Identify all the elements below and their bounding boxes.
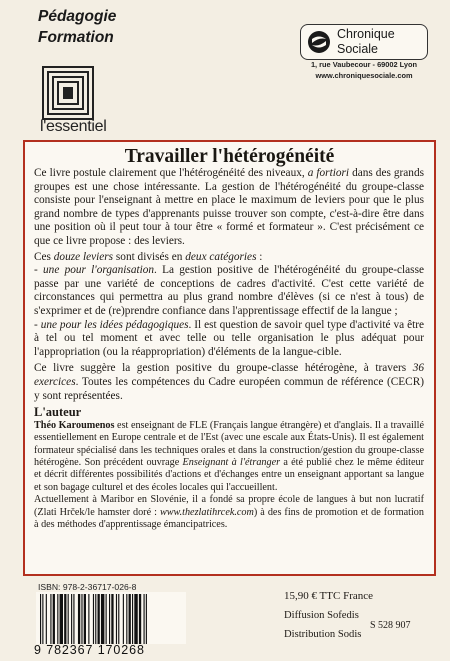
price: 15,90 € TTC France [284, 590, 374, 602]
author-name: Théo Karoumenos [34, 419, 115, 431]
publisher-contact [284, 59, 444, 81]
author-bio [34, 420, 424, 532]
publisher-name-line1: Chronique [337, 27, 395, 41]
bullet-dash: - [34, 318, 41, 331]
text-run: . Il est question de savoir quel type d'activité va être à tel ou tel moment et avec telle ou telle organisation le plus adéquat pour l'appropriation (ou la réappropriation) d'éléments de la langue-cible. [34, 318, 424, 358]
distribution-code: S 528 907 [370, 620, 411, 631]
text-run: Ces [34, 250, 54, 263]
bullet-pedagogical-ideas [34, 319, 424, 360]
text-run-italic: a fortiori [307, 167, 350, 179]
bullet-organisation [34, 264, 424, 318]
text-run: . La gestion positive de l'hétérogénéité du groupe-classe passe par une variété de conceptions de cadres d'activité. C'est cette variété de circonstances qui permettra au plus grand nombre d'élèves (si ce n'est à tous) de s'exprimer et de (re)prendre confiance dans l'apprentissage effectif de la langue ; [34, 264, 424, 317]
text-run-italic: deux catégories [185, 250, 257, 263]
distributor-distribution: Distribution Sodis [284, 629, 362, 640]
collection-name: l'essentiel [40, 118, 107, 135]
text-run-italic: douze leviers [53, 250, 114, 263]
barcode-digits: 9 782367 170268 [34, 643, 145, 657]
previous-book-title: Enseignant à l'étranger [182, 456, 281, 468]
text-run: dans des grands groupes est une chose intéressante. La gestion de l'hétérogénéité du groupe-classe consiste pour l'enseignant à mettre en place le maximum de leviers pour que le plus grand nombre de types d'apprenants puisse trouver son compte, c'est-à-dire être dans une position où il peut tour à tour être « formé et formateur ». C'est précisément ce que ce livre propose : des leviers. [34, 167, 425, 247]
author-heading: L'auteur [34, 405, 82, 420]
description-frame [23, 140, 436, 576]
text-run: Ce livre suggère la gestion positive du groupe-classe hétérogène, à travers [34, 362, 413, 375]
header-area [0, 0, 450, 140]
publisher-address: 1, rue Vaubecour - 69002 Lyon [310, 60, 418, 69]
description-text [34, 167, 424, 531]
paragraph-exercises [34, 362, 424, 403]
distributor-diffusion: Diffusion Sofedis [284, 610, 359, 621]
text-run: . Toutes les compétences du Cadre européen commun de référence (CECR) y sont représentées. [34, 375, 424, 402]
collection-logo-icon [42, 66, 94, 120]
text-run-italic: 36 exercices [34, 362, 424, 388]
book-title: Travailler l'hétérogénéité [124, 146, 335, 167]
text-run-italic: une pour les idées pédagogiques [40, 318, 189, 331]
series-line-pedagogie: Pédagogie [38, 8, 117, 25]
publisher-logo-icon [307, 30, 331, 54]
bio-paragraph-2 [34, 494, 424, 531]
author-website: www.thezlatihrcek.com [159, 506, 254, 518]
publisher-name-line2: Sociale [337, 41, 378, 56]
bio-paragraph-1 [34, 420, 424, 494]
series-line-formation: Formation [38, 29, 114, 46]
isbn: ISBN: 978-2-36717-026-8 [38, 582, 137, 592]
paragraph-intro [34, 167, 424, 249]
publisher-logo [300, 24, 428, 60]
text-run: a été publié chez le même éditeur et décrit différentes possibilités d'actions et d'échanges entre un enseignant apportant sa langue et son bagage culturel et des écoles locales qui l'accueillent. [34, 456, 424, 493]
bullet-dash: - [34, 264, 44, 277]
text-run: sont divisés en [113, 250, 186, 263]
paragraph-levers [34, 251, 424, 265]
text-run-italic: une pour l'organisation [43, 264, 155, 277]
text-run: ) à des fins de promotion et de formation à des méthodes d'apprentissage émancipatrices. [34, 506, 424, 530]
text-run: est enseignant de FLE (Français langue étrangère) et d'anglais. Il a travaillé essentiellement en Europe centrale et de l'Est (avec une escale aux États-Unis). Il est également formateur spécialisé dans les techniques orales et dans la construction/gestion du groupe-classe hétérogène. Son précédent ouvrage [34, 419, 424, 468]
text-run: : [256, 250, 263, 263]
text-run: Ce livre postule clairement que l'hétérogénéité des niveaux, [34, 167, 308, 179]
series-name [38, 6, 116, 48]
publisher-name [337, 27, 395, 56]
publisher-website: www.chroniquesociale.com [315, 71, 413, 80]
barcode [36, 592, 186, 644]
text-run: Actuellement à Maribor en Slovénie, il a fondé sa propre école de langues à but non lucratif (Zlati Hrček/le hamster doré : [34, 494, 424, 518]
